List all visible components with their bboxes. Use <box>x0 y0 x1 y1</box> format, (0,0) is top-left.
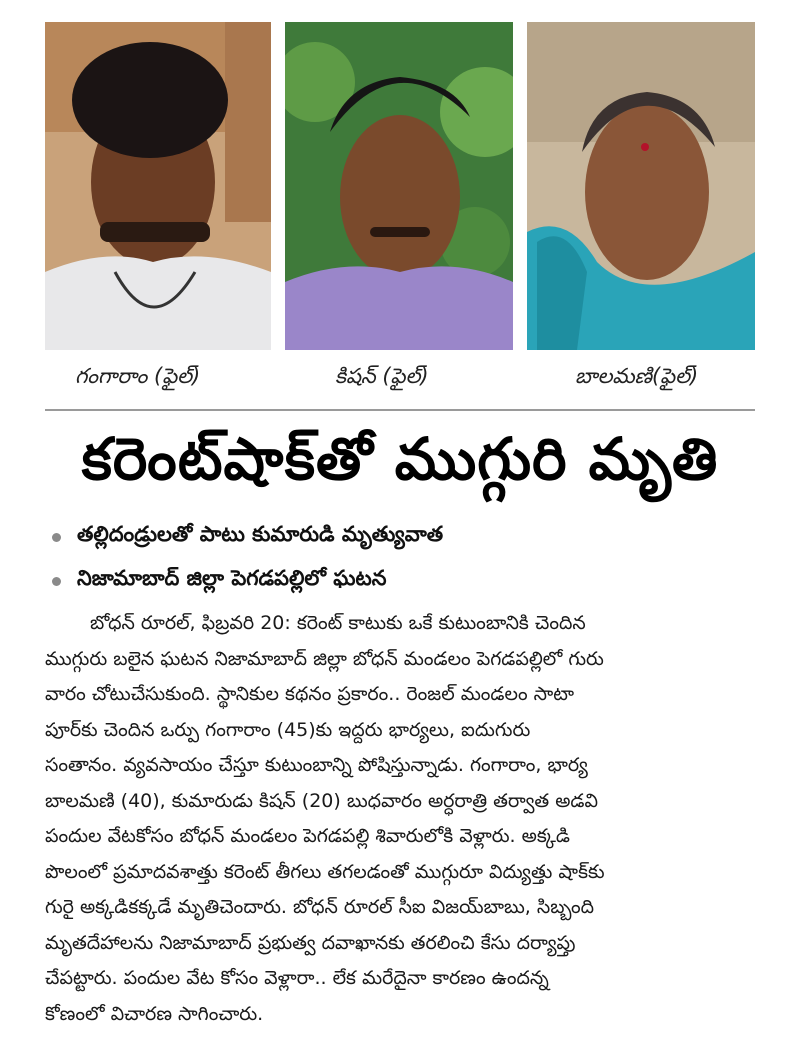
headline: కరెంట్‌షాక్‌తో ముగ్గురి మృతి <box>81 425 719 493</box>
body-line: మృతదేహాలను నిజామాబాద్ ప్రభుత్వ దవాఖానకు తరలించి కేసు దర్యాప్తు <box>45 931 576 954</box>
divider <box>45 409 755 411</box>
photo-gangaram <box>45 22 271 350</box>
body-line: సంతానం. వ్యవసాయం చేస్తూ కుటుంబాన్ని పోషిస్తున్నాడు. గంగారాం, భార్య <box>45 754 588 776</box>
body-line: బోధన్ రూరల్, ఫిబ్రవరి 20: కరెంట్ కాటుకు ఒకే కుటుంబానికి చెందిన <box>90 612 586 634</box>
body-line: పూర్‌కు చెందిన ఒర్పు గంగారాం (45)కు ఇద్దరు భార్యలు, ఐదుగురు <box>45 718 531 741</box>
subheadline-item <box>52 559 752 603</box>
body-line: కోణంలో విచారణ సాగించారు. <box>45 1002 264 1025</box>
subheadline-text: నిజామాబాద్ జిల్లా పెగడపల్లిలో ఘటన <box>77 566 387 590</box>
caption-kishan: కిషన్ (ఫైల్) <box>335 364 429 388</box>
bullet-dot <box>52 533 61 542</box>
body-line: వారం చోటుచేసుకుంది. స్థానికుల కథనం ప్రకారం.. రెంజల్ మండలం సాటా <box>45 683 574 705</box>
body-line: బాలమణి (40), కుమారుడు కిషన్ (20) బుధవారం అర్ధరాత్రి తర్వాత అడవి <box>45 789 598 812</box>
body-line: పొలంలో ప్రమాదవశాత్తు కరెంట్ తీగలు తగలడంతో ముగ్గురూ విద్యుత్తు షాక్‌కు <box>45 860 605 883</box>
subheadline-item <box>52 515 752 559</box>
caption-gangaram: గంగారాం (ఫైల్) <box>75 364 201 388</box>
caption-balamani: బాలమణి(ఫైల్) <box>575 364 699 388</box>
body-line: పందుల వేటకోసం బోధన్ మండలం పెగడపల్లి శివారులోకి వెళ్లారు. అక్కడి <box>45 825 570 847</box>
photo-captions <box>45 360 755 400</box>
bullet-dot <box>52 577 61 586</box>
subheadline-list <box>52 515 752 603</box>
body-line: గురై అక్కడికక్కడే మృతిచెందారు. బోధన్ రూరల్ సీఐ విజయ్‌బాబు, సిబ్బంది <box>45 896 595 918</box>
body-line: ముగ్గురు బలైన ఘటన నిజామాబాద్ జిల్లా బోధన్ మండలం పెగడపల్లిలో గురు <box>45 647 604 670</box>
photo-strip <box>45 22 755 350</box>
photo-balamani <box>527 22 755 350</box>
photo-kishan <box>285 22 513 350</box>
body-line: చేపట్టారు. పందుల వేట కోసం వెళ్లారా.. లేక మరేదైనా కారణం ఉందన్న <box>45 967 549 989</box>
article-body <box>45 606 755 1032</box>
subheadline-text: తల్లిదండ్రులతో పాటు కుమారుడి మృత్యువాత <box>77 522 444 546</box>
